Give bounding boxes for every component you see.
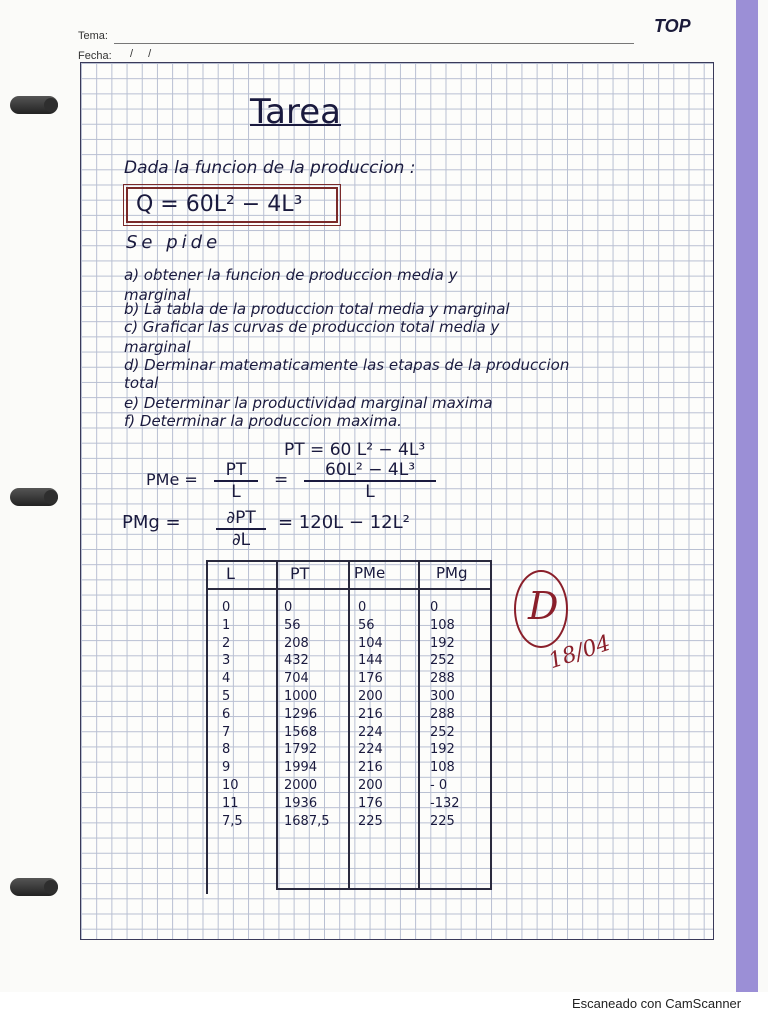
pme-numerator-expanded: 60L² − 4L³ bbox=[324, 460, 416, 480]
table-cell-l: 11 bbox=[222, 795, 239, 811]
table-cell-pmg: 300 bbox=[430, 689, 455, 704]
table-cell-pt: 0 bbox=[284, 600, 293, 615]
pme-label: PMe = bbox=[146, 470, 198, 489]
table-cell-pmg: 0 bbox=[430, 600, 439, 615]
main-function: Q = 60L² − 4L³ bbox=[136, 192, 303, 217]
fecha-value: / / bbox=[130, 48, 158, 60]
table-header-pme: PMe bbox=[354, 564, 386, 582]
table-cell-pme: 176 bbox=[358, 795, 383, 811]
table-cell-pme: 224 bbox=[358, 724, 383, 740]
pme-denominator-expanded: L bbox=[365, 481, 375, 502]
table-cell-pmg: - 0 bbox=[430, 778, 448, 793]
table-cell-pmg: 192 bbox=[430, 742, 455, 758]
table-cell-l: 5 bbox=[222, 689, 231, 704]
table-cell-pmg: 252 bbox=[430, 724, 455, 740]
task-a: a) obtener la funcion de produccion media y bbox=[124, 266, 458, 284]
table-cell-pmg: 288 bbox=[430, 706, 455, 722]
table-cell-pt: 208 bbox=[284, 635, 309, 651]
pmg-rhs: = 120L − 12L² bbox=[278, 512, 410, 533]
page-edge bbox=[736, 0, 758, 992]
pme-fraction bbox=[214, 460, 258, 502]
tema-line bbox=[114, 43, 634, 44]
table-cell-pme: 0 bbox=[358, 600, 367, 615]
table-cell-pme: 176 bbox=[358, 671, 383, 687]
tema-label: Tema: bbox=[78, 30, 108, 42]
pt-formula: PT = 60 L² − 4L³ bbox=[284, 440, 426, 460]
task-d-cont: total bbox=[124, 374, 159, 392]
task-a-cont: marginal bbox=[124, 286, 191, 304]
table-cell-pme: 216 bbox=[358, 760, 383, 776]
table-cell-pme: 224 bbox=[358, 742, 383, 758]
fecha-label: Fecha: bbox=[78, 50, 112, 62]
pmg-denominator: ∂L bbox=[231, 529, 251, 550]
table-cell-pt: 1568 bbox=[284, 724, 318, 740]
table-cell-pme: 144 bbox=[358, 653, 383, 669]
table-cell-pt: 432 bbox=[284, 653, 309, 669]
table-cell-pt: 1936 bbox=[284, 795, 318, 811]
table-bottom-line bbox=[276, 888, 492, 890]
table-header-l: L bbox=[226, 564, 235, 583]
pme-numerator: PT bbox=[225, 460, 247, 480]
pmg-label: PMg = bbox=[122, 512, 181, 533]
table-cell-pt: 1792 bbox=[284, 742, 318, 758]
table-cell-pme: 225 bbox=[358, 813, 383, 829]
table-cell-pt: 1296 bbox=[284, 706, 318, 722]
table-cell-l: 7 bbox=[222, 724, 231, 740]
table-cell-l: 10 bbox=[222, 778, 239, 793]
function-box bbox=[126, 187, 338, 223]
table-cell-pmg: 288 bbox=[430, 671, 455, 687]
punch-hole bbox=[44, 490, 58, 504]
table-cell-l: 9 bbox=[222, 760, 231, 776]
table-cell-pt: 704 bbox=[284, 671, 309, 687]
table-cell-pmg: 192 bbox=[430, 635, 455, 651]
table-header-pmg: PMg bbox=[436, 564, 468, 582]
table-cell-pt: 2000 bbox=[284, 778, 318, 793]
pme-fraction-expanded bbox=[304, 460, 436, 502]
se-pide: Se pide bbox=[126, 232, 222, 253]
table-cell-pme: 200 bbox=[358, 689, 383, 704]
table-header-pt: PT bbox=[290, 564, 310, 583]
table-cell-pmg: 252 bbox=[430, 653, 455, 669]
pme-equals: = bbox=[274, 470, 289, 490]
table-cell-pmg: 225 bbox=[430, 813, 455, 829]
table-cell-l: 8 bbox=[222, 742, 231, 758]
task-c-cont: marginal bbox=[124, 338, 191, 356]
punch-hole bbox=[44, 880, 58, 894]
table-cell-l: 4 bbox=[222, 671, 231, 687]
table-left-line bbox=[206, 560, 208, 894]
table-cell-pme: 200 bbox=[358, 778, 383, 793]
scanner-footer: Escaneado con CamScanner bbox=[572, 996, 742, 1011]
table-cell-pt: 1687,5 bbox=[284, 813, 330, 829]
table-cell-l: 3 bbox=[222, 653, 231, 669]
table-cell-pmg: -132 bbox=[430, 795, 460, 811]
brand-logo: TOP bbox=[654, 16, 691, 36]
table-cell-pt: 1994 bbox=[284, 760, 318, 776]
intro-text: Dada la funcion de la produccion : bbox=[124, 158, 416, 178]
pme-denominator: L bbox=[231, 481, 241, 502]
grade-letter: D bbox=[528, 584, 559, 628]
task-c: c) Graficar las curvas de produccion total media y bbox=[124, 318, 500, 336]
table-cell-pme: 216 bbox=[358, 706, 383, 722]
table-cell-l: 2 bbox=[222, 635, 231, 651]
table-cell-pmg: 108 bbox=[430, 760, 455, 776]
table-cell-l: 6 bbox=[222, 706, 231, 722]
table-cell-pme: 56 bbox=[358, 617, 375, 633]
task-f: f) Determinar la produccion maxima. bbox=[124, 412, 402, 430]
table-cell-pt: 56 bbox=[284, 617, 301, 633]
table-cell-pmg: 108 bbox=[430, 617, 455, 633]
grade-date: 18/04 bbox=[545, 630, 614, 675]
table-cell-pme: 104 bbox=[358, 635, 383, 651]
table-cell-l: 1 bbox=[222, 617, 231, 633]
punch-hole bbox=[44, 98, 58, 112]
task-d: d) Derminar matematicamente las etapas de la produccion bbox=[124, 356, 570, 374]
table-cell-l: 7,5 bbox=[222, 813, 243, 829]
page-title: Tarea bbox=[250, 92, 341, 132]
table-cell-pt: 1000 bbox=[284, 689, 318, 704]
table-cell-l: 0 bbox=[222, 600, 231, 615]
task-e: e) Determinar la productividad marginal maxima bbox=[124, 394, 493, 412]
pmg-fraction bbox=[216, 508, 266, 550]
pmg-numerator: ∂PT bbox=[226, 508, 256, 528]
task-b: b) La tabla de la produccion total media y marginal bbox=[124, 300, 510, 318]
